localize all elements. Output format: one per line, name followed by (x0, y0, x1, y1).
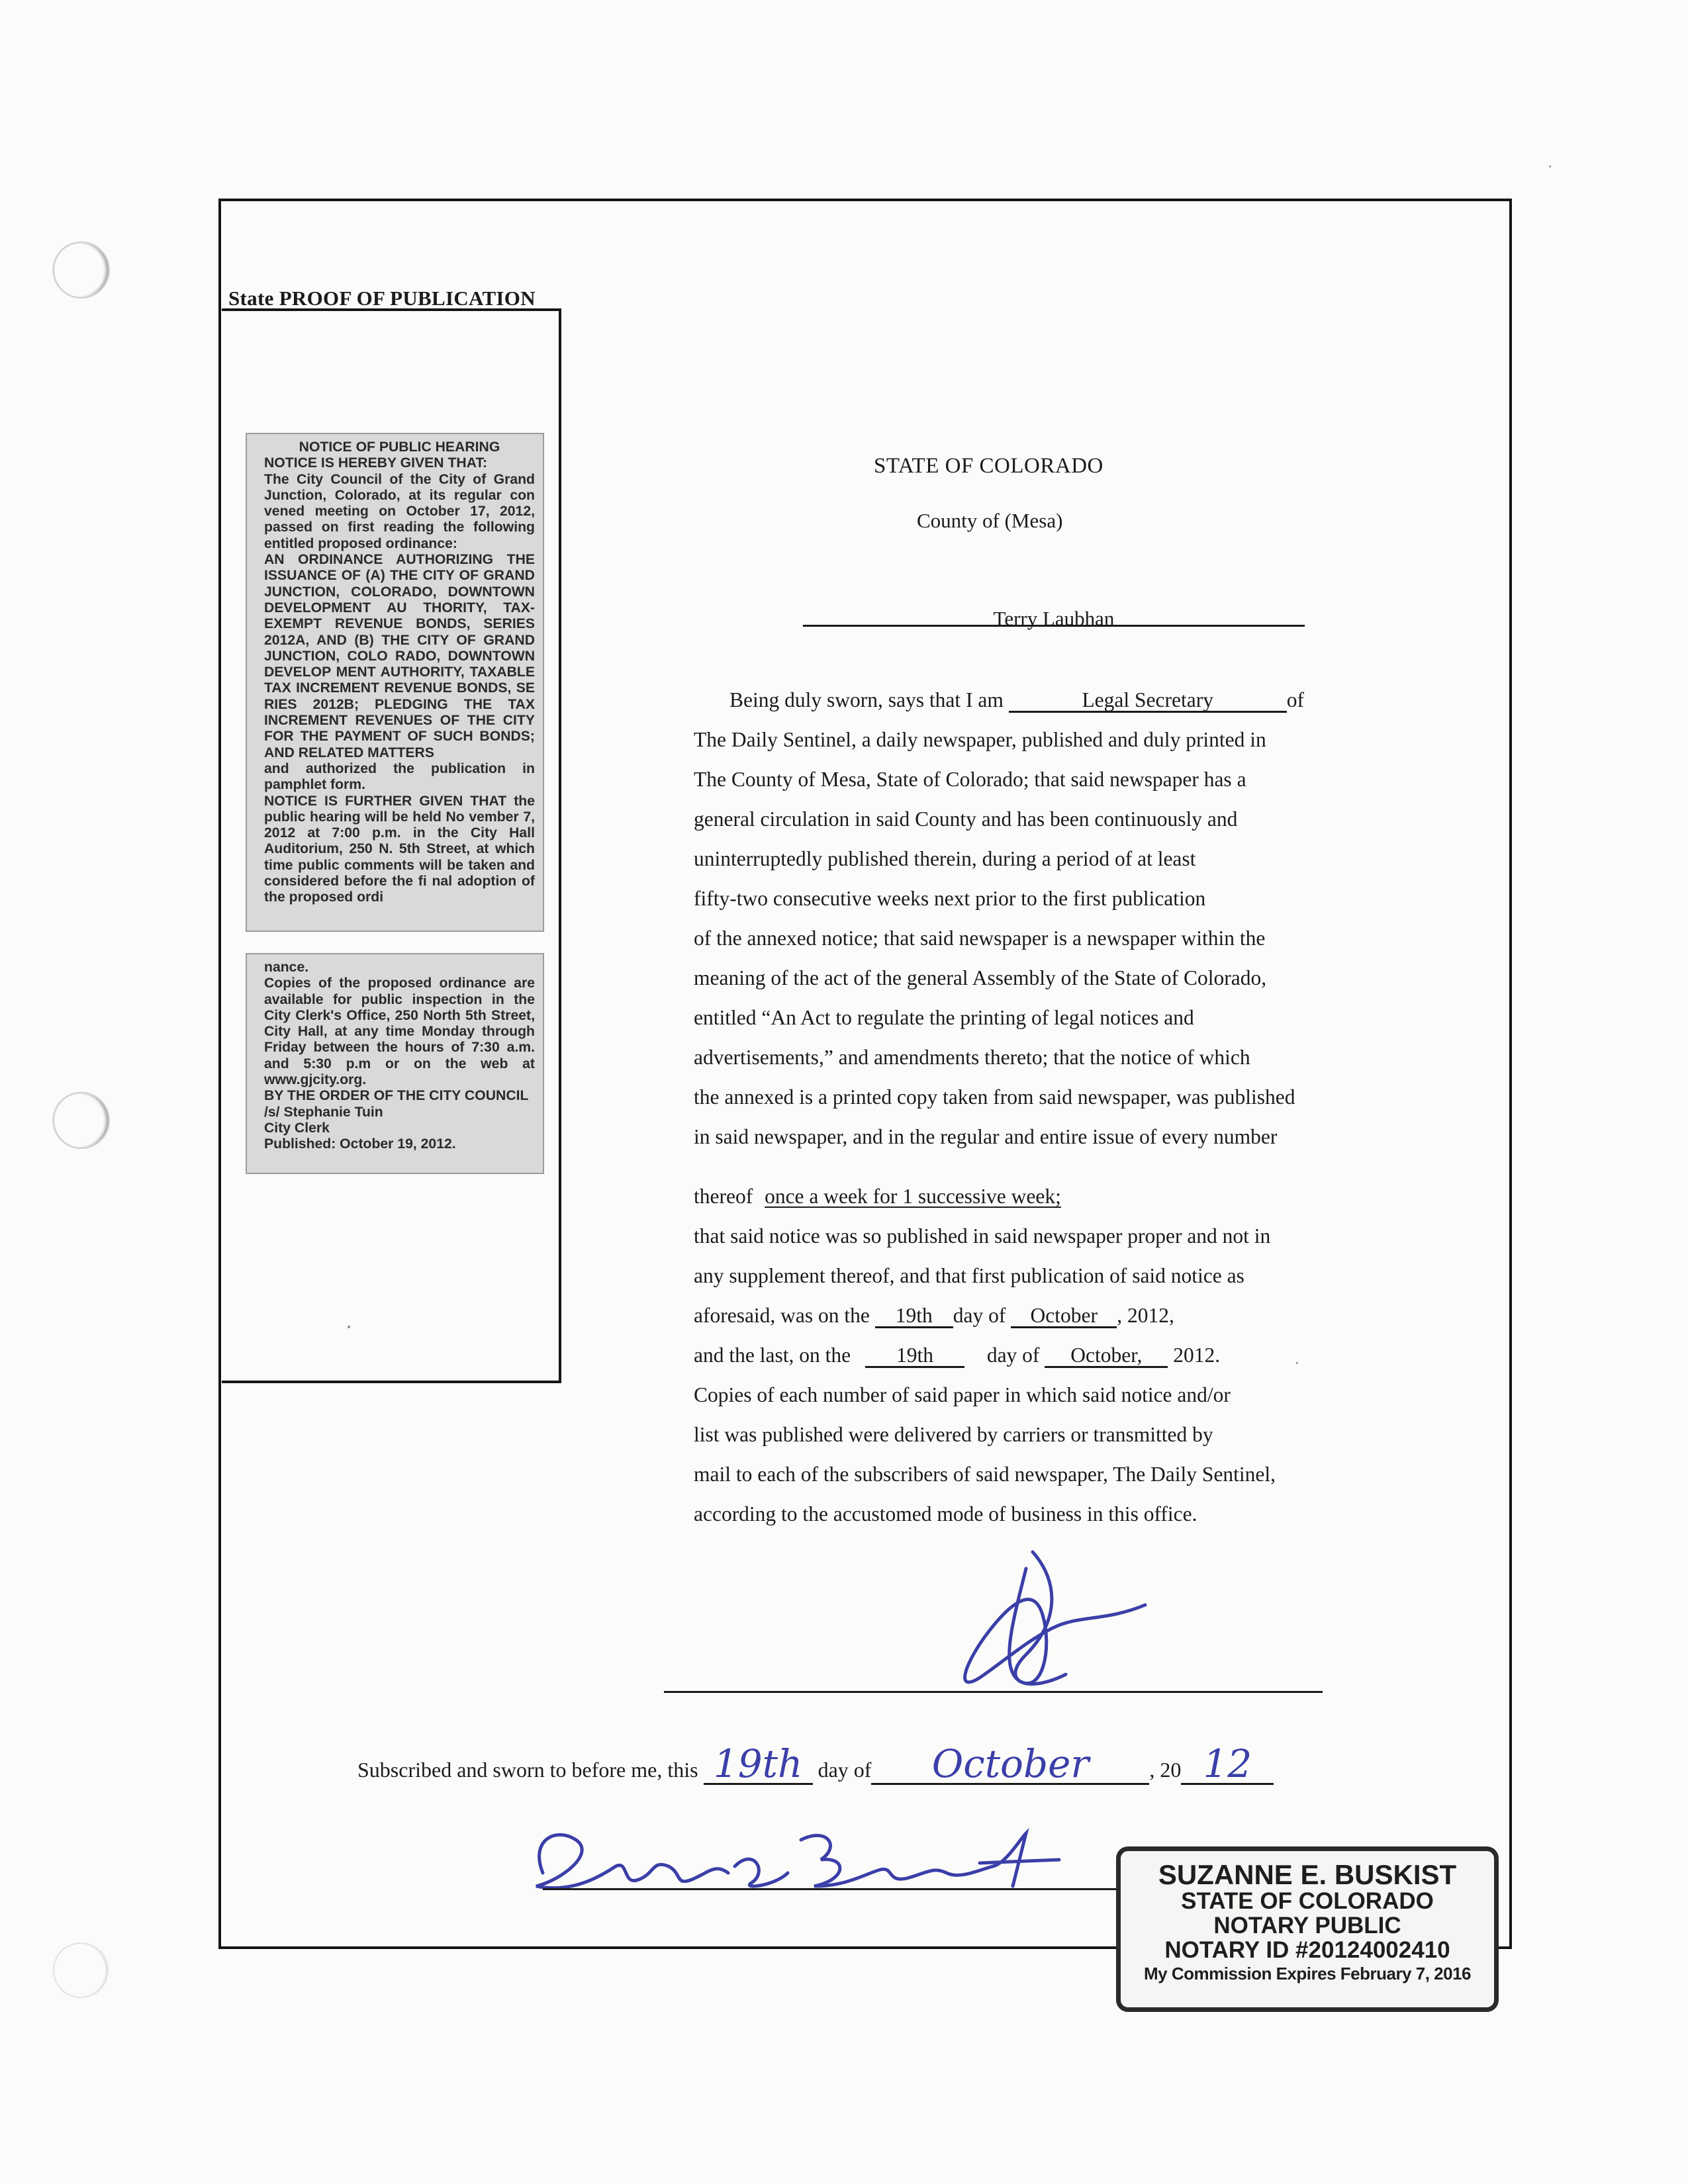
clipping-paragraph: AN ORDINANCE AUTHORIZING THE ISSUANCE OF (A) THE CITY OF GRAND JUNCTION, COLORADO, DOWNTOWN DEVELOPMENT AU THORITY, TAX-EXEMPT REVENUE BONDS, SERIES 2012A, AND (B) THE CITY OF GRAND JUNCTION, COLO RADO, DOWNTOWN DEVELOP MENT AUTHORITY, TAXABLE TAX INCREMENT REVENUE BONDS, SE RIES 2012B; PLEDGING THE TAX INCREMENT REVENUES OF THE CITY FOR THE PAYMENT OF SUCH BONDS; AND RELATED MATTERS (264, 552, 535, 760)
affidavit-line: mail to each of the subscribers of said newspaper, The Daily Sentinel, (694, 1463, 1276, 1486)
clipping-paragraph: The City Council of the City of Grand Junction, Colorado, at its regular con vened meeting on October 17, 2012, passed on first reading the following entitled proposed ordinance: (264, 471, 535, 551)
affidavit-line: fifty-two consecutive weeks next prior to the first publication (694, 887, 1206, 910)
clipping-paragraph: City Clerk (264, 1120, 330, 1136)
first-publication-text: aforesaid, was on the (694, 1304, 870, 1327)
affidavit-line-1-text: Being duly sworn, says that I am (729, 688, 1004, 711)
affiant-name-underline (803, 625, 1305, 627)
affidavit-line: The County of Mesa, State of Colorado; that said newspaper has a (694, 768, 1246, 791)
clipping-paragraph: NOTICE IS HEREBY GIVEN THAT: (264, 455, 488, 471)
sworn-text: Subscribed and sworn to before me, this (357, 1758, 698, 1782)
page-title: State PROOF OF PUBLICATION (228, 287, 536, 310)
clipping-paragraph: nance. (264, 960, 309, 975)
first-publication-month: October (1011, 1305, 1117, 1328)
newspaper-clipping-part-2 (246, 953, 544, 1174)
first-publication-day: 19th (875, 1305, 953, 1328)
clipping-paragraph: NOTICE IS FURTHER GIVEN THAT the public hearing will be held No vember 7, 2012 at 7:00 p.m. in the City Hall Auditorium, 250 N. 5th Street, at which time public comments will be taken and considered before the fi nal adoption of the proposed ordi (264, 793, 535, 905)
last-publication-line (694, 1343, 1220, 1368)
affiant-title: Legal Secretary (1009, 690, 1287, 713)
affiant-name: Terry Laubhan (993, 607, 1115, 630)
first-publication-line (694, 1304, 1174, 1328)
sworn-year-prefix: , 20 (1149, 1758, 1182, 1782)
publication-frequency: once a week for 1 successive week; (765, 1185, 1061, 1208)
paper-speck (1549, 165, 1551, 167)
last-publication-text: and the last, on the (694, 1343, 851, 1367)
sworn-day-of: day of (818, 1758, 872, 1782)
affidavit-line: Copies of each number of said paper in which said notice and/or (694, 1383, 1231, 1406)
affidavit-line-1 (729, 688, 1304, 713)
stamp-role: NOTARY PUBLIC (1213, 1912, 1401, 1938)
paper-speck (1296, 1362, 1298, 1364)
county-heading: County of (Mesa) (917, 509, 1063, 532)
affidavit-line: advertisements,” and amendments thereto; that the notice of which (694, 1046, 1250, 1069)
paper-speck (348, 1326, 350, 1328)
last-publication-month: October, (1045, 1345, 1168, 1368)
stamp-expiration: My Commission Expires February 7, 2016 (1144, 1964, 1471, 1984)
affidavit-line: the annexed is a printed copy taken from said newspaper, was published (694, 1085, 1295, 1109)
affidavit-line: entitled “An Act to regulate the printing of legal notices and (694, 1006, 1194, 1029)
clipping-paragraph: BY THE ORDER OF THE CITY COUNCIL (264, 1088, 529, 1104)
stamp-state: STATE OF COLORADO (1181, 1888, 1434, 1915)
last-publication-year: 2012. (1168, 1343, 1221, 1367)
notary-signature-line (543, 1888, 1119, 1890)
sworn-day: 19th (704, 1745, 813, 1785)
first-publication-year: , 2012, (1117, 1304, 1174, 1327)
clipping-paragraph: Published: October 19, 2012. (264, 1136, 456, 1152)
clipping-paragraph: NOTICE OF PUBLIC HEARING (299, 439, 500, 455)
sworn-year: 12 (1181, 1745, 1274, 1785)
affidavit-line: any supplement thereof, and that first publication of said notice as (694, 1264, 1244, 1287)
affidavit-line: list was published were delivered by carriers or transmitted by (694, 1423, 1213, 1446)
state-heading: STATE OF COLORADO (874, 454, 1103, 478)
clipping-paragraph: and authorized the publication in pamphlet form. (264, 760, 535, 793)
stamp-name: SUZANNE E. BUSKIST (1158, 1859, 1457, 1890)
affidavit-line: that said notice was so published in said newspaper proper and not in (694, 1224, 1271, 1248)
clipping-paragraph: Copies of the proposed ordinance are available for public inspection in the City Clerk's Office, 250 North 5th Street, City Hall, at any time Monday through Friday between the hours of 7:30 a.m. and 5:30 p.m or on the web at www.gjcity.org. (264, 976, 535, 1088)
notary-signature (516, 1800, 1086, 1919)
sworn-statement (357, 1741, 1274, 1786)
affidavit-line: general circulation in said County and has been continuously and (694, 807, 1238, 831)
last-publication-day-of: day of (986, 1343, 1040, 1367)
affidavit-line: The Daily Sentinel, a daily newspaper, published and duly printed in (694, 728, 1266, 751)
affidavit-line: according to the accustomed mode of business in this office. (694, 1502, 1197, 1525)
last-publication-day: 19th (865, 1345, 964, 1368)
affiant-signature (927, 1542, 1165, 1701)
affiant-signature-line (664, 1691, 1323, 1693)
sworn-month: October (871, 1745, 1149, 1785)
binder-hole-top (53, 242, 110, 298)
clipping-paragraph: /s/ Stephanie Tuin (264, 1104, 383, 1120)
affidavit-line: in said newspaper, and in the regular and entire issue of every number (694, 1125, 1278, 1148)
notary-stamp (1116, 1846, 1499, 2012)
thereof-text: thereof (694, 1185, 753, 1208)
binder-hole-bottom (53, 1942, 109, 1998)
binder-hole-middle (53, 1092, 110, 1149)
affidavit-line-1-of: of (1286, 688, 1304, 711)
affidavit-line: uninterruptedly published therein, during a period of at least (694, 847, 1196, 870)
first-publication-day-of: day of (953, 1304, 1006, 1327)
affidavit-line: meaning of the act of the general Assembly of the State of Colorado, (694, 966, 1267, 989)
stamp-id: NOTARY ID #20124002410 (1164, 1936, 1450, 1963)
affidavit-thereof-line (694, 1185, 1061, 1208)
newspaper-clipping-part-1 (246, 433, 544, 932)
affidavit-line: of the annexed notice; that said newspaper is a newspaper within the (694, 927, 1266, 950)
